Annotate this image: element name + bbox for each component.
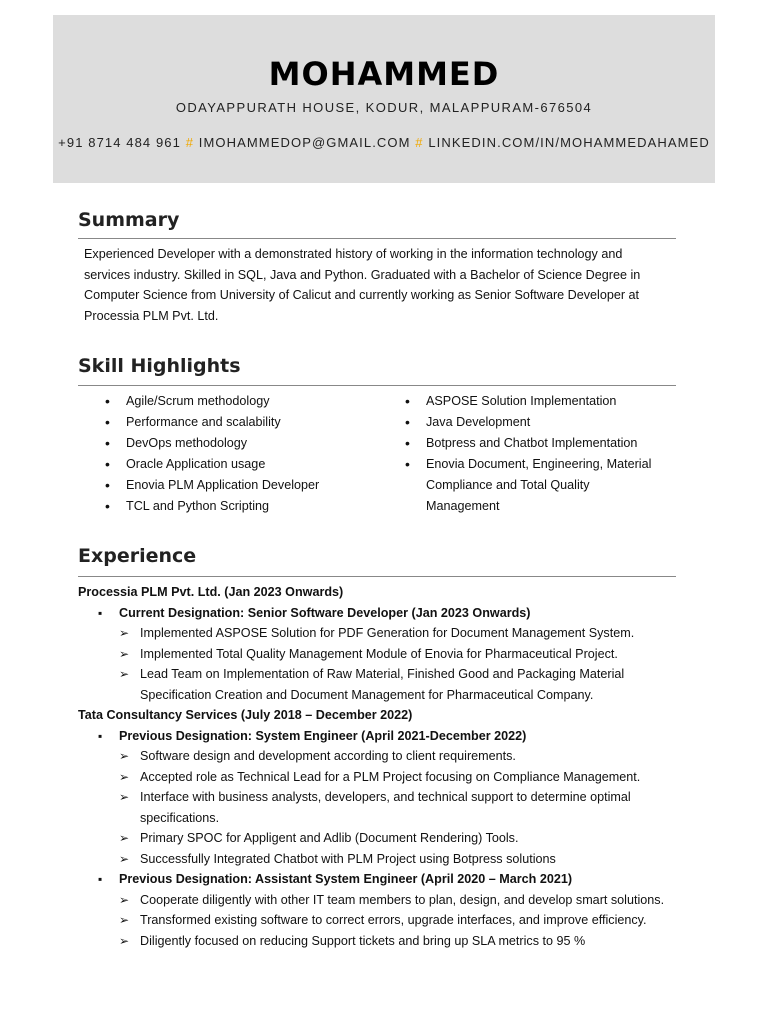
skill-item: • DevOps methodology [78, 433, 378, 454]
achievement-item: ➢ Implemented ASPOSE Solution for PDF Generation for Document Management System. [78, 623, 685, 644]
separator: # [185, 135, 195, 150]
skills-right-column [378, 391, 668, 517]
separator: # [415, 135, 424, 150]
skill-item: • TCL and Python Scripting [78, 496, 378, 517]
skills-left-column [78, 391, 378, 517]
skills-list [78, 391, 676, 517]
achievement-item: ➢ Implemented Total Quality Management Module of Enovia for Pharmaceutical Project. [78, 644, 685, 665]
skill-item: • Java Development [378, 412, 668, 433]
experience-section [78, 544, 676, 951]
designation: ▪ Previous Designation: System Engineer (April 2021-December 2022) [78, 726, 676, 747]
skill-item: • Enovia PLM Application Developer [78, 475, 378, 496]
company-heading: Tata Consultancy Services (July 2018 – December 2022) [78, 708, 413, 722]
achievement-item: ➢ Successfully Integrated Chatbot with PLM Project using Botpress solutions [78, 849, 685, 870]
skill-item: • Botpress and Chatbot Implementation [378, 433, 668, 454]
section-title: Summary [78, 209, 180, 231]
summary-section [78, 208, 676, 326]
skill-item: • Performance and scalability [78, 412, 378, 433]
achievement-item: ➢ Transformed existing software to correct errors, upgrade interfaces, and improve efficiency. [78, 910, 685, 931]
phone: +91 8714 484 961 [58, 135, 181, 150]
address: ODAYAPPURATH HOUSE, KODUR, MALAPPURAM-676504 [175, 100, 593, 115]
email[interactable]: IMOHAMMEDOP@GMAIL.COM [198, 135, 411, 150]
divider [78, 238, 676, 239]
contact-line [53, 135, 715, 150]
candidate-name: MOHAMMED [268, 55, 500, 93]
skills-section [78, 354, 676, 517]
skill-item: • Oracle Application usage [78, 454, 378, 475]
divider [78, 576, 676, 577]
achievement-item: ➢ Lead Team on Implementation of Raw Material, Finished Good and Packaging Material Specification Creation and Document Management for Pharmaceutical Company. [78, 664, 685, 705]
skill-item: • Enovia Document, Engineering, Material Compliance and Total Quality Management [378, 454, 668, 517]
section-title: Experience [78, 545, 197, 567]
section-title: Skill Highlights [78, 355, 241, 377]
designation: ▪ Current Designation: Senior Software Developer (Jan 2023 Onwards) [78, 603, 676, 624]
achievement-item: ➢ Cooperate diligently with other IT team members to plan, design, and develop smart solutions. [78, 890, 685, 911]
achievement-item: ➢ Accepted role as Technical Lead for a PLM Project focusing on Compliance Management. [78, 767, 685, 788]
achievement-item: ➢ Interface with business analysts, developers, and technical support to determine optimal specifications. [78, 787, 685, 828]
skill-item: • Agile/Scrum methodology [78, 391, 378, 412]
experience-list [78, 582, 676, 951]
resume-header [53, 15, 715, 183]
achievement-item: ➢ Primary SPOC for Appligent and Adlib (Document Rendering) Tools. [78, 828, 685, 849]
designation: ▪ Previous Designation: Assistant System Engineer (April 2020 – March 2021) [78, 869, 676, 890]
achievement-item: ➢ Diligently focused on reducing Support tickets and bring up SLA metrics to 95 % [78, 931, 685, 952]
skill-item: • ASPOSE Solution Implementation [378, 391, 668, 412]
divider [78, 385, 676, 386]
achievement-item: ➢ Software design and development according to client requirements. [78, 746, 685, 767]
summary-text: Experienced Developer with a demonstrated history of working in the information technology and services industry. Skilled in SQL, Java and Python. Graduated with a Bachelor of Science Degree in Computer Science from University of Calicut and currently working as Senior Software Developer at Processia PLM Pvt. Ltd. [84, 247, 641, 323]
company-heading: Processia PLM Pvt. Ltd. (Jan 2023 Onwards) [78, 585, 344, 599]
linkedin-link[interactable]: LINKEDIN.COM/IN/MOHAMMEDAHAMED [428, 135, 710, 150]
